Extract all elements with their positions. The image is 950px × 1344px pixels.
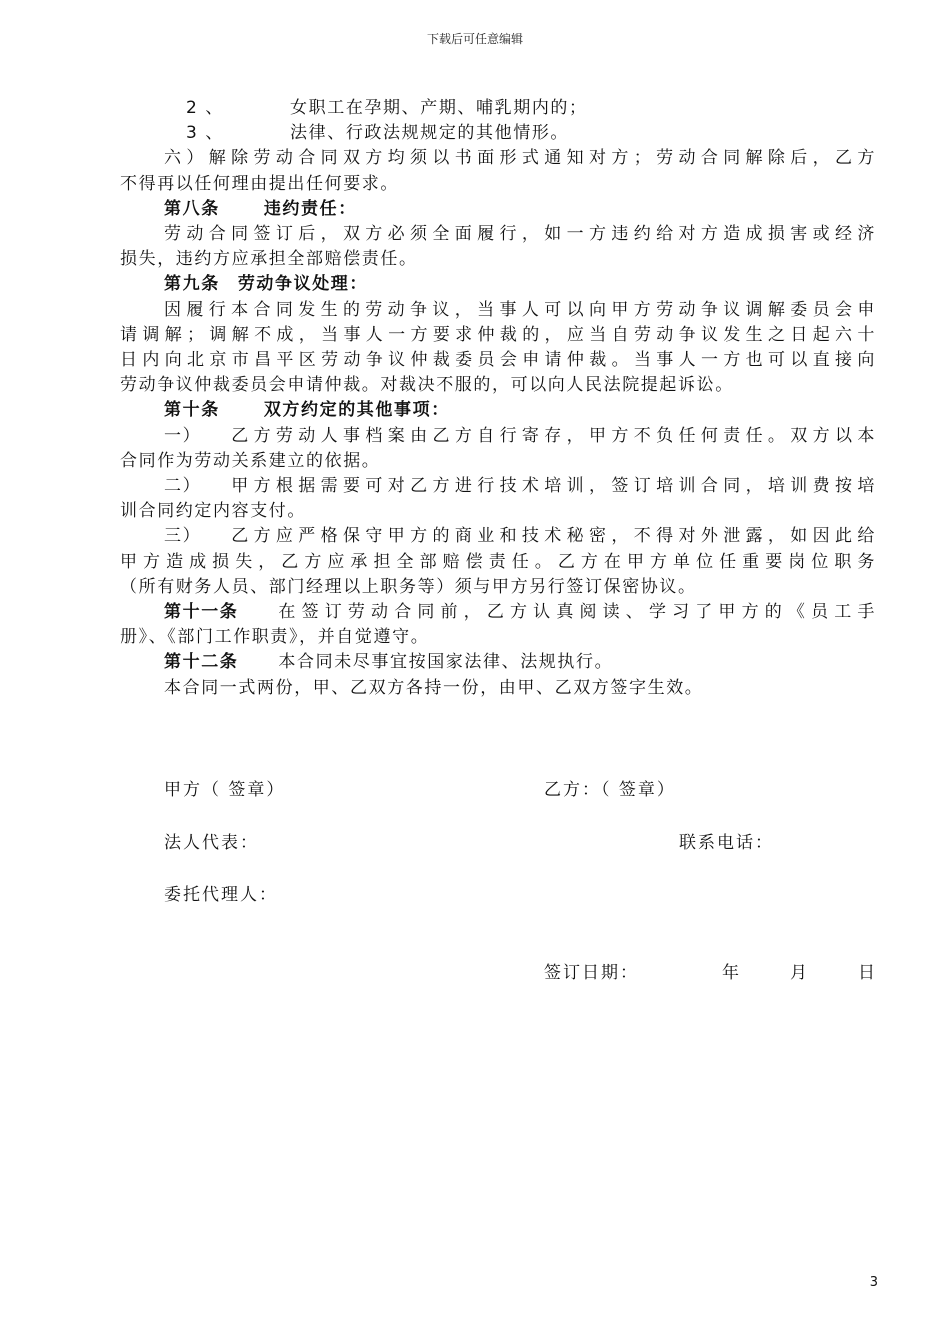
paragraph-line: 不得再以任何理由提出任何要求。 <box>120 173 399 194</box>
article-number: 第八条 <box>164 198 220 219</box>
article-text: 本合同未尽事宜按国家法律、法规执行。 <box>278 652 614 673</box>
paragraph-line: 劳动合同签订后，双方必须全面履行，如一方违约给对方造成损害或经济 <box>164 224 876 245</box>
party-a-signature: 甲方（ 签章） <box>164 780 286 800</box>
date-month: 月 <box>790 963 809 983</box>
article-11 <box>120 600 876 625</box>
sub-item-1 <box>120 424 876 449</box>
item-text: 女职工在孕期、产期、哺乳期内的； <box>290 98 588 118</box>
clause-item-3 <box>120 121 876 146</box>
clause-item-2 <box>120 96 876 121</box>
party-b-signature: 乙方：（ 签章） <box>544 780 676 800</box>
item-text: 甲方根据需要可对乙方进行技术培训，签订培训合同，培训费按培 <box>231 476 876 497</box>
article-number: 第十一条 <box>164 602 239 623</box>
paragraph-line: 本合同一式两份，甲、乙双方各持一份，由甲、乙双方签字生效。 <box>164 677 704 698</box>
article-8-heading <box>120 197 876 222</box>
signing-date-label: 签订日期： <box>544 963 639 983</box>
page-header: 下载后可任意编辑 <box>426 32 523 46</box>
paragraph-line: 劳动争议仲裁委员会申请仲裁。对裁决不服的，可以向人民法院提起诉讼。 <box>120 375 734 396</box>
paragraph-line: 六）解除劳动合同双方均须以书面形式通知对方；劳动合同解除后，乙方 <box>164 148 876 169</box>
contact-phone-label: 联系电话： <box>679 833 774 853</box>
page-number: 3 <box>869 1275 878 1290</box>
article-text: 在签订劳动合同前，乙方认真阅读、学习了甲方的《员工手 <box>278 602 876 623</box>
paragraph-line: 因履行本合同发生的劳动争议，当事人可以向甲方劳动争议调解委员会申 <box>164 299 876 320</box>
item-text: 法律、行政法规规定的其他情形。 <box>290 123 570 144</box>
item-text: 乙方劳动人事档案由乙方自行寄存，甲方不负任何责任。双方以本 <box>231 425 876 446</box>
paragraph-line: （所有财务人员、部门经理以上职务等）须与甲方另行签订保密协议。 <box>120 576 697 597</box>
article-number: 第九条 <box>164 274 220 295</box>
article-9-heading <box>120 272 876 297</box>
paragraph-line: 甲方造成损失，乙方应承担全部赔偿责任。乙方在甲方单位任重要岗位职务 <box>120 551 876 572</box>
item-number: 2 、 <box>186 98 225 118</box>
paragraph-line: 日内向北京市昌平区劳动争议仲裁委员会申请仲裁。当事人一方也可以直接向 <box>120 350 876 371</box>
contract-body <box>120 96 876 701</box>
article-12 <box>120 650 876 675</box>
paragraph-line: 损失，违约方应承担全部赔偿责任。 <box>120 249 418 270</box>
article-number: 第十二条 <box>164 652 239 673</box>
paragraph-line: 合同作为劳动关系建立的依据。 <box>120 450 381 471</box>
article-title: 违约责任： <box>263 198 357 219</box>
date-year: 年 <box>722 963 741 983</box>
item-number: 3 、 <box>186 123 225 144</box>
item-number: 二） <box>164 476 202 497</box>
item-text: 乙方应严格保守甲方的商业和技术秘密，不得对外泄露，如因此给 <box>231 526 876 547</box>
item-number: 一） <box>164 425 202 446</box>
sub-item-3 <box>120 524 876 549</box>
paragraph-line: 训合同约定内容支付。 <box>120 501 306 522</box>
article-number: 第十条 <box>164 400 220 421</box>
sub-item-2 <box>120 474 876 499</box>
legal-representative-label: 法人代表： <box>164 833 259 853</box>
item-number: 三） <box>164 526 202 547</box>
paragraph-line: 请调解；调解不成，当事人一方要求仲裁的，应当自劳动争议发生之日起六十 <box>120 324 876 345</box>
date-day: 日 <box>858 963 877 983</box>
paragraph-line: 册》、《部门工作职责》，并自觉遵守。 <box>120 627 430 648</box>
authorized-agent-label: 委托代理人： <box>164 885 278 905</box>
article-title: 双方约定的其他事项： <box>263 400 450 421</box>
article-title: 劳动争议处理： <box>237 274 369 295</box>
article-10-heading <box>120 398 876 423</box>
